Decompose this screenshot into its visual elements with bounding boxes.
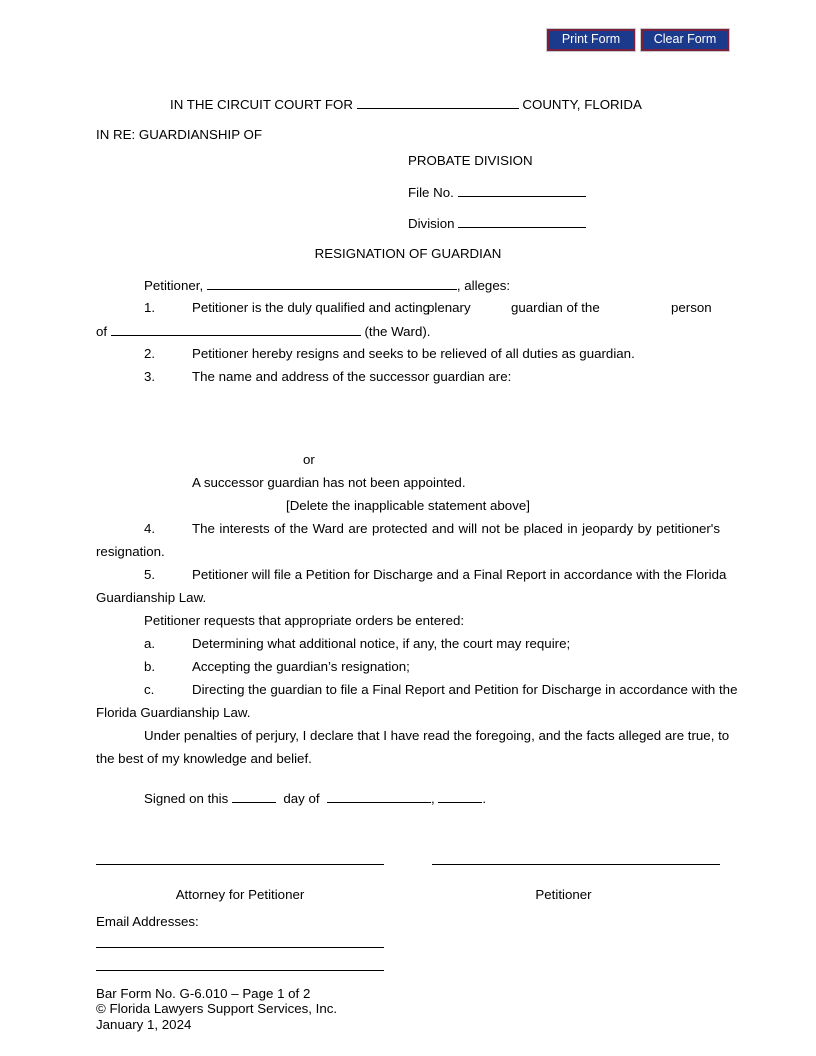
division-row — [408, 215, 586, 232]
clear-form-button[interactable]: Clear Form — [641, 29, 729, 51]
signed-day-field[interactable] — [232, 790, 276, 803]
item5-line1: Petitioner will file a Petition for Discharge and a Final Report in accordance with the Florida — [192, 567, 727, 582]
petitioner-signature-line[interactable] — [432, 864, 720, 865]
request-c-line1: Directing the guardian to file a Final Report and Petition for Discharge in accordance with the — [192, 682, 738, 697]
request-b-number: b. — [144, 659, 156, 674]
request-a-text: Determining what additional notice, if any, the court may require; — [192, 636, 571, 651]
item1-line2-prefix: of — [96, 324, 108, 339]
footer-date: January 1, 2024 — [96, 1017, 192, 1032]
request-a-number: a. — [144, 636, 156, 651]
file-no-field[interactable] — [458, 184, 586, 197]
petitioner-suffix: , alleges: — [456, 278, 511, 293]
no-successor-text: A successor guardian has not been appointed. — [192, 475, 466, 490]
item1-option-person[interactable]: person — [671, 300, 712, 315]
item5-number: 5. — [144, 567, 156, 582]
item1-option-plenary[interactable]: plenary — [427, 300, 471, 315]
petitioner-row — [144, 277, 510, 294]
item3-number: 3. — [144, 369, 156, 384]
signed-day-label: day of — [283, 791, 320, 806]
signed-month-field[interactable] — [327, 790, 431, 803]
delete-note: [Delete the inapplicable statement above] — [286, 498, 530, 513]
court-prefix: IN THE CIRCUIT COURT FOR — [170, 97, 353, 112]
signed-on-row — [144, 790, 486, 807]
footer-form-number: Bar Form No. G-6.010 – Page 1 of 2 — [96, 986, 311, 1001]
or-separator: or — [303, 452, 315, 467]
item1-text: Petitioner is the duly qualified and acting — [192, 300, 431, 315]
court-caption — [170, 96, 642, 113]
item4-number: 4. — [144, 521, 156, 536]
email-field-1[interactable] — [96, 947, 384, 948]
signed-comma: , — [431, 791, 435, 806]
county-field[interactable] — [357, 96, 519, 109]
petitioner-name-field[interactable] — [207, 277, 457, 290]
attorney-signature-line[interactable] — [96, 864, 384, 865]
signed-prefix: Signed on this — [144, 791, 229, 806]
footer-copyright: © Florida Lawyers Support Services, Inc. — [96, 1001, 338, 1016]
request-c-line2: Florida Guardianship Law. — [96, 705, 251, 720]
item1-line2-suffix: (the Ward). — [364, 324, 431, 339]
probate-division-heading: PROBATE DIVISION — [408, 153, 533, 168]
item1-option-guardian-of: guardian of the — [511, 300, 600, 315]
division-field[interactable] — [458, 215, 586, 228]
item2-text: Petitioner hereby resigns and seeks to be relieved of all duties as guardian. — [192, 346, 635, 361]
print-form-button[interactable]: Print Form — [547, 29, 635, 51]
item3-text: The name and address of the successor guardian are: — [192, 369, 512, 384]
item1-line2 — [96, 323, 431, 340]
division-label: Division — [408, 216, 455, 231]
attorney-label: Attorney for Petitioner — [175, 887, 305, 902]
item5-line2: Guardianship Law. — [96, 590, 207, 605]
item4-line2: resignation. — [96, 544, 165, 559]
file-no-row — [408, 184, 586, 201]
request-b-text: Accepting the guardian’s resignation; — [192, 659, 410, 674]
file-no-label: File No. — [408, 185, 454, 200]
court-suffix: COUNTY, FLORIDA — [522, 97, 642, 112]
request-c-number: c. — [144, 682, 155, 697]
email-label: Email Addresses: — [96, 914, 199, 929]
petitioner-label: Petitioner — [535, 887, 592, 902]
signed-period: . — [482, 791, 487, 806]
in-re-label: IN RE: GUARDIANSHIP OF — [96, 127, 262, 142]
page-title: RESIGNATION OF GUARDIAN — [314, 246, 502, 261]
perjury-line2: the best of my knowledge and belief. — [96, 751, 312, 766]
email-field-2[interactable] — [96, 970, 384, 971]
item1-number: 1. — [144, 300, 156, 315]
petitioner-prefix: Petitioner, — [144, 278, 204, 293]
ward-name-field[interactable] — [111, 323, 361, 336]
item2-number: 2. — [144, 346, 156, 361]
item4-line1: The interests of the Ward are protected and will not be placed in jeopardy by petitioner's — [192, 521, 720, 536]
perjury-line1: Under penalties of perjury, I declare that I have read the foregoing, and the facts alleged are true, to — [144, 728, 730, 743]
signed-year-field[interactable] — [438, 790, 482, 803]
successor-guardian-field[interactable] — [192, 390, 720, 446]
requests-intro: Petitioner requests that appropriate orders be entered: — [144, 613, 465, 628]
